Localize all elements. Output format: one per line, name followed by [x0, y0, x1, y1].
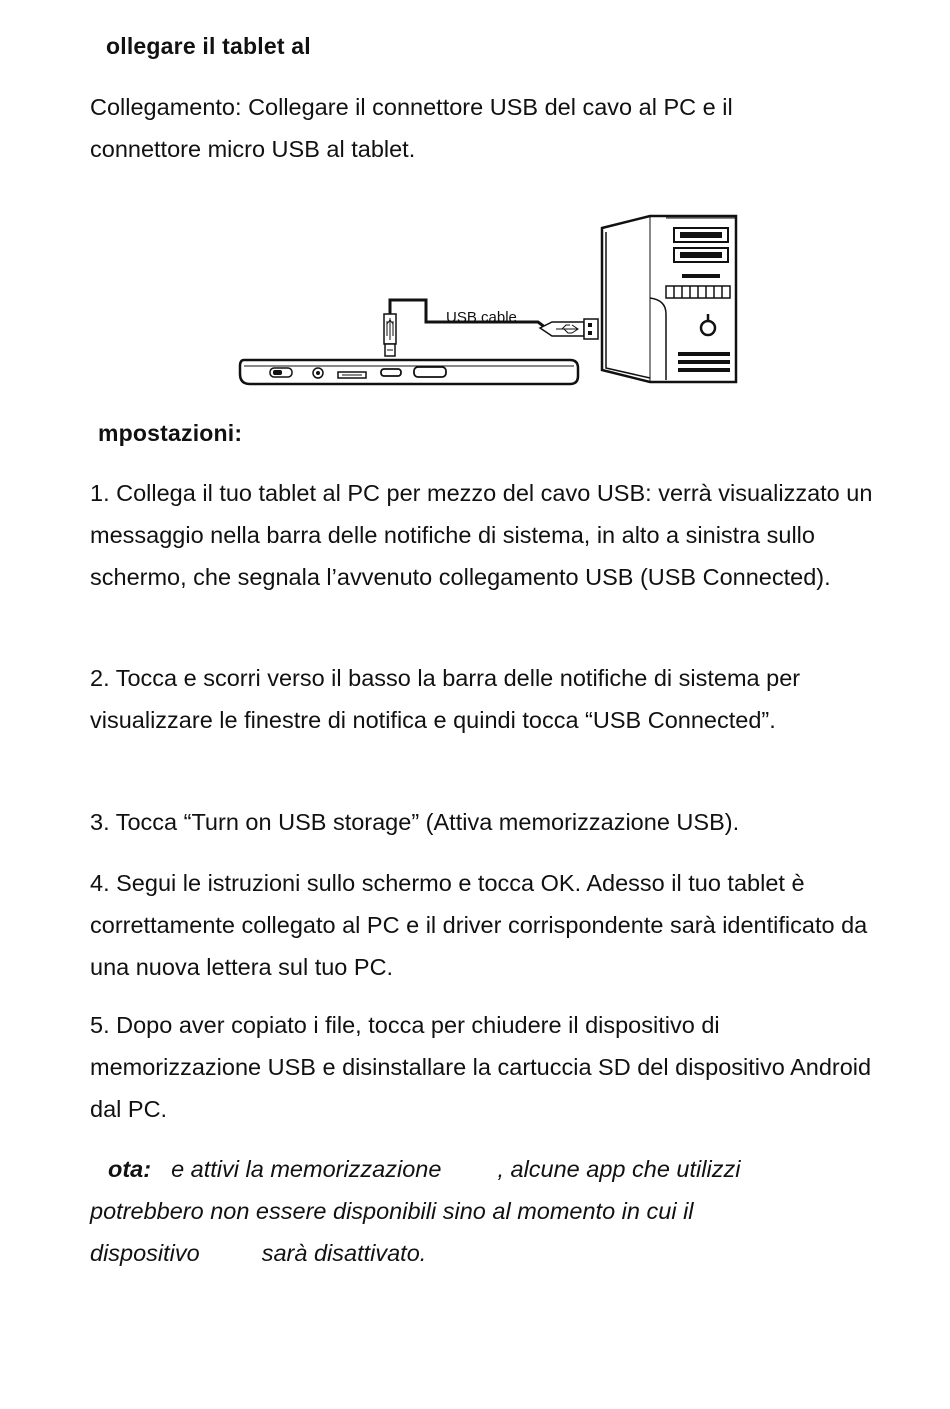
usb-connection-diagram — [230, 190, 750, 390]
note-text-1: e attivi la memorizzazione — [171, 1156, 442, 1182]
note-line-2: potrebbero non essere disponibili sino al momento in cui il — [90, 1198, 694, 1224]
note-text-2: , alcune app che utilizzi — [497, 1156, 741, 1182]
note-line-3 — [90, 1232, 890, 1274]
note-line-1 — [90, 1148, 890, 1190]
section-heading-settings: mpostazioni: — [98, 420, 243, 446]
step-2: 2. Tocca e scorri verso il basso la barra delle notifiche di sistema per visualizzare le finestre di notifica e quindi tocca “USB Connected”. — [90, 665, 801, 733]
step-4: 4. Segui le istruzioni sullo schermo e tocca OK. Adesso il tuo tablet è correttamente collegato al PC e il driver corrispondente sarà identificato da una nuova lettera sul tuo PC. — [90, 870, 868, 980]
usb-cable-label: USB cable — [446, 309, 517, 326]
micro-usb-plug — [384, 314, 396, 356]
step-1: 1. Collega il tuo tablet al PC per mezzo del cavo USB: verrà visualizzato un messaggio nella barra delle notifiche di sistema, in alto a sinistra sullo schermo, che segnala l’avvenuto collegamento USB (USB Connected). — [90, 480, 873, 590]
usb-a-plug — [540, 319, 598, 339]
note-text-5: sarà disattivato. — [261, 1240, 427, 1266]
step-5: 5. Dopo aver copiato i file, tocca per chiudere il dispositivo di memorizzazione USB e disinstallare la cartuccia SD del dispositivo Android dal PC. — [90, 1012, 872, 1122]
pc-tower-illustration — [602, 216, 736, 382]
section-heading-connect: ollegare il tablet al — [106, 33, 311, 59]
tablet-illustration — [240, 360, 578, 384]
connection-paragraph: Collegamento: Collegare il connettore USB del cavo al PC e il connettore micro USB al tablet. — [90, 94, 733, 162]
note-paragraph — [90, 1148, 890, 1274]
note-lead: ota: — [108, 1156, 152, 1182]
step-3: 3. Tocca “Turn on USB storage” (Attiva memorizzazione USB). — [90, 809, 740, 835]
note-text-4: dispositivo — [90, 1240, 200, 1266]
